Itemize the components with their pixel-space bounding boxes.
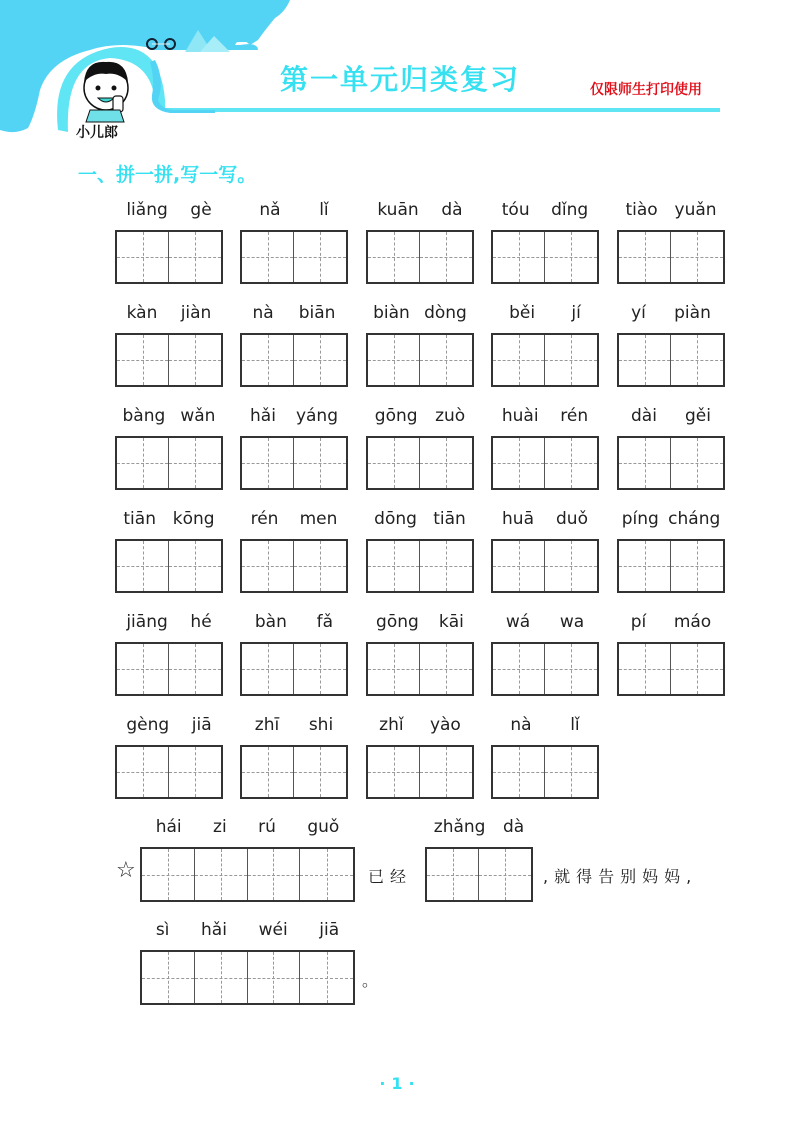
- pinyin-syllable: hé: [190, 612, 212, 632]
- writing-grid[interactable]: [491, 539, 599, 593]
- pinyin-syllable: zhǎng: [433, 817, 486, 837]
- pinyin-syllable: hǎi: [250, 406, 276, 426]
- word-exercise: [617, 303, 725, 327]
- writing-cell[interactable]: [368, 335, 420, 385]
- word-exercise: [115, 715, 223, 739]
- writing-grid[interactable]: [115, 436, 223, 490]
- writing-cell[interactable]: [420, 541, 472, 591]
- pinyin-prompt: [617, 509, 725, 533]
- pinyin-syllable: jiàn: [180, 303, 212, 323]
- pinyin-prompt: [240, 200, 348, 224]
- word-exercise: [491, 715, 599, 739]
- pinyin-syllable: dōng: [374, 509, 417, 529]
- pinyin-syllable: bàng: [122, 406, 166, 426]
- pinyin-prompt: [366, 406, 474, 430]
- unit-title: 第一单元归类复习: [279, 63, 520, 96]
- word-exercise: [115, 509, 223, 533]
- pinyin-syllable: máo: [673, 612, 712, 632]
- writing-grid[interactable]: [366, 436, 474, 490]
- writing-grid[interactable]: [617, 539, 725, 593]
- pinyin-syllable: yáng: [295, 406, 338, 426]
- writing-cell[interactable]: [545, 644, 597, 694]
- pinyin-syllable: gěi: [684, 406, 711, 426]
- writing-cell[interactable]: [294, 335, 346, 385]
- writing-cell[interactable]: [671, 644, 723, 694]
- writing-cell[interactable]: [545, 747, 597, 797]
- writing-grid[interactable]: [366, 333, 474, 387]
- writing-grid[interactable]: [491, 642, 599, 696]
- pinyin-syllable: zhī: [254, 715, 280, 735]
- writing-cell[interactable]: [117, 747, 169, 797]
- writing-cell[interactable]: [671, 232, 723, 282]
- pinyin-prompt: [115, 406, 223, 430]
- pinyin-syllable: kāi: [438, 612, 464, 632]
- pinyin-syllable: piàn: [674, 303, 711, 323]
- pinyin-prompt: [240, 612, 348, 636]
- word-exercise: [366, 612, 474, 636]
- pinyin-syllable: tiào: [625, 200, 658, 220]
- pinyin-syllable: bàn: [254, 612, 287, 632]
- writing-cell[interactable]: [420, 232, 472, 282]
- writing-grid-sentence-2[interactable]: [425, 847, 533, 902]
- pinyin-syllable: dòng: [424, 303, 467, 323]
- word-exercise: [115, 612, 223, 636]
- writing-cell[interactable]: [294, 438, 346, 488]
- writing-cell[interactable]: [619, 335, 671, 385]
- writing-cell[interactable]: [169, 644, 221, 694]
- word-exercise: [115, 200, 223, 224]
- pinyin-syllable: tiān: [123, 509, 156, 529]
- writing-grid[interactable]: [240, 333, 348, 387]
- writing-cell[interactable]: [169, 232, 221, 282]
- writing-cell[interactable]: [368, 541, 420, 591]
- writing-cell[interactable]: [248, 849, 301, 900]
- pinyin-prompt: [617, 303, 725, 327]
- writing-grid[interactable]: [617, 230, 725, 284]
- writing-grid[interactable]: [366, 539, 474, 593]
- writing-grid-sentence-3[interactable]: [140, 950, 355, 1005]
- writing-cell[interactable]: [671, 438, 723, 488]
- writing-cell[interactable]: [420, 747, 472, 797]
- writing-cell[interactable]: [195, 849, 248, 900]
- pinyin-prompt: [240, 406, 348, 430]
- pinyin-prompt: [491, 715, 599, 739]
- writing-grid[interactable]: [617, 642, 725, 696]
- pinyin-prompt: [366, 303, 474, 327]
- sentence-pinyin-1: [140, 817, 355, 837]
- writing-grid[interactable]: [240, 436, 348, 490]
- pinyin-syllable: wéi: [258, 920, 288, 940]
- word-exercise: [240, 715, 348, 739]
- pinyin-syllable: dǐng: [551, 200, 589, 220]
- pinyin-syllable: zuò: [435, 406, 466, 426]
- writing-cell[interactable]: [493, 438, 545, 488]
- pinyin-syllable: liǎng: [126, 200, 168, 220]
- sentence-text-1: 已经: [368, 867, 413, 886]
- pinyin-syllable: zhǐ: [379, 715, 404, 735]
- word-exercise: [366, 406, 474, 430]
- pinyin-prompt: [115, 612, 223, 636]
- pinyin-prompt: [115, 715, 223, 739]
- writing-grid[interactable]: [115, 230, 223, 284]
- pinyin-syllable: zi: [213, 817, 227, 837]
- pinyin-prompt: [366, 509, 474, 533]
- pinyin-syllable: dài: [631, 406, 657, 426]
- word-exercise: [491, 612, 599, 636]
- pinyin-syllable: biàn: [373, 303, 410, 323]
- word-exercise: [240, 509, 348, 533]
- pinyin-prompt: [115, 509, 223, 533]
- pinyin-prompt: [366, 612, 474, 636]
- writing-cell[interactable]: [294, 747, 346, 797]
- writing-grid[interactable]: [366, 642, 474, 696]
- pinyin-prompt: [491, 612, 599, 636]
- sentence-pinyin-3: [140, 920, 355, 940]
- word-exercise: [240, 200, 348, 224]
- sentence-pinyin-2: [425, 817, 533, 837]
- word-exercise: [240, 303, 348, 327]
- pinyin-syllable: jiā: [319, 920, 340, 940]
- writing-grid[interactable]: [366, 745, 474, 799]
- pinyin-syllable: sì: [155, 920, 170, 940]
- writing-cell[interactable]: [368, 438, 420, 488]
- pinyin-syllable: yào: [429, 715, 461, 735]
- writing-cell[interactable]: [368, 232, 420, 282]
- pinyin-syllable: guǒ: [307, 817, 340, 837]
- pinyin-syllable: nǎ: [259, 200, 281, 220]
- pinyin-syllable: yuǎn: [674, 200, 717, 220]
- writing-cell[interactable]: [545, 541, 597, 591]
- writing-cell[interactable]: [368, 747, 420, 797]
- pinyin-syllable: lǐ: [570, 715, 580, 735]
- writing-cell[interactable]: [619, 438, 671, 488]
- pinyin-prompt: [240, 303, 348, 327]
- pinyin-prompt: [240, 715, 348, 739]
- writing-grid[interactable]: [240, 642, 348, 696]
- writing-cell[interactable]: [117, 541, 169, 591]
- writing-cell[interactable]: [493, 335, 545, 385]
- writing-grid[interactable]: [491, 333, 599, 387]
- writing-cell[interactable]: [242, 232, 294, 282]
- word-exercise: [366, 509, 474, 533]
- writing-grid[interactable]: [491, 230, 599, 284]
- writing-cell[interactable]: [545, 335, 597, 385]
- pinyin-syllable: kōng: [172, 509, 215, 529]
- pinyin-prompt: [617, 200, 725, 224]
- writing-grid[interactable]: [115, 333, 223, 387]
- writing-cell[interactable]: [242, 335, 294, 385]
- pinyin-syllable: běi: [509, 303, 536, 323]
- pinyin-prompt: [491, 303, 599, 327]
- word-exercise: [366, 715, 474, 739]
- writing-grid[interactable]: [115, 642, 223, 696]
- word-exercise: [240, 406, 348, 430]
- writing-cell[interactable]: [169, 747, 221, 797]
- section-heading: 一、拼一拼,写一写。: [78, 164, 257, 186]
- writing-cell[interactable]: [242, 747, 294, 797]
- word-exercise: [491, 200, 599, 224]
- pinyin-syllable: gè: [190, 200, 212, 220]
- pinyin-prompt: [491, 200, 599, 224]
- pinyin-syllable: rú: [258, 817, 276, 837]
- pinyin-prompt: [617, 612, 725, 636]
- pinyin-syllable: nà: [252, 303, 274, 323]
- writing-grid[interactable]: [240, 539, 348, 593]
- pinyin-prompt: [617, 406, 725, 430]
- word-exercise: [366, 200, 474, 224]
- pinyin-syllable: kàn: [126, 303, 158, 323]
- writing-cell[interactable]: [300, 952, 353, 1003]
- writing-cell[interactable]: [493, 232, 545, 282]
- pinyin-syllable: huā: [502, 509, 534, 529]
- writing-cell[interactable]: [294, 232, 346, 282]
- writing-grid[interactable]: [240, 230, 348, 284]
- pinyin-syllable: duǒ: [556, 509, 588, 529]
- writing-cell[interactable]: [169, 335, 221, 385]
- pinyin-syllable: lǐ: [319, 200, 329, 220]
- writing-cell[interactable]: [294, 644, 346, 694]
- pinyin-syllable: shi: [308, 715, 334, 735]
- writing-grid[interactable]: [366, 230, 474, 284]
- writing-cell[interactable]: [493, 747, 545, 797]
- pinyin-syllable: men: [299, 509, 338, 529]
- writing-grid[interactable]: [491, 436, 599, 490]
- writing-cell[interactable]: [420, 438, 472, 488]
- pinyin-syllable: tóu: [501, 200, 530, 220]
- writing-cell[interactable]: [242, 644, 294, 694]
- pinyin-prompt: [491, 406, 599, 430]
- writing-cell[interactable]: [619, 644, 671, 694]
- pinyin-syllable: rén: [560, 406, 589, 426]
- writing-cell[interactable]: [619, 541, 671, 591]
- writing-grid[interactable]: [617, 436, 725, 490]
- pinyin-syllable: kuān: [377, 200, 419, 220]
- writing-cell[interactable]: [117, 335, 169, 385]
- word-exercise: [491, 303, 599, 327]
- pinyin-syllable: wǎn: [180, 406, 216, 426]
- pinyin-prompt: [366, 200, 474, 224]
- word-exercise: [240, 612, 348, 636]
- pinyin-prompt: [115, 200, 223, 224]
- pinyin-syllable: yí: [631, 303, 646, 323]
- word-exercise: [617, 200, 725, 224]
- restriction-note: 仅限师生打印使用: [590, 82, 702, 98]
- writing-cell[interactable]: [493, 644, 545, 694]
- pinyin-prompt: [115, 303, 223, 327]
- word-exercise: [115, 303, 223, 327]
- pinyin-syllable: gèng: [126, 715, 170, 735]
- pinyin-prompt: [491, 509, 599, 533]
- pinyin-syllable: hái: [155, 817, 182, 837]
- writing-grid-sentence-1[interactable]: [140, 847, 355, 902]
- mascot-label: 小儿郎: [76, 125, 118, 141]
- writing-cell[interactable]: [294, 541, 346, 591]
- pinyin-syllable: jiā: [191, 715, 212, 735]
- page-number: ·1·: [379, 1074, 421, 1093]
- pinyin-syllable: dà: [441, 200, 463, 220]
- pinyin-syllable: nà: [510, 715, 532, 735]
- writing-cell[interactable]: [427, 849, 479, 900]
- writing-cell[interactable]: [169, 438, 221, 488]
- word-exercise: [115, 406, 223, 430]
- writing-cell[interactable]: [619, 232, 671, 282]
- pinyin-syllable: rén: [250, 509, 279, 529]
- word-exercise: [617, 509, 725, 533]
- writing-cell[interactable]: [300, 849, 353, 900]
- word-exercise: [491, 509, 599, 533]
- writing-grid[interactable]: [491, 745, 599, 799]
- writing-cell[interactable]: [368, 644, 420, 694]
- writing-grid[interactable]: [115, 539, 223, 593]
- pinyin-syllable: huài: [501, 406, 539, 426]
- pinyin-syllable: cháng: [668, 509, 721, 529]
- pinyin-syllable: dà: [503, 817, 525, 837]
- pinyin-syllable: gōng: [374, 406, 418, 426]
- writing-cell[interactable]: [479, 849, 531, 900]
- writing-cell[interactable]: [671, 541, 723, 591]
- writing-cell[interactable]: [142, 849, 195, 900]
- writing-cell[interactable]: [545, 438, 597, 488]
- writing-cell[interactable]: [493, 541, 545, 591]
- word-exercise: [491, 406, 599, 430]
- star-icon: ☆: [116, 858, 136, 883]
- writing-cell[interactable]: [117, 438, 169, 488]
- writing-grid[interactable]: [240, 745, 348, 799]
- pinyin-prompt: [240, 509, 348, 533]
- writing-cell[interactable]: [117, 644, 169, 694]
- writing-cell[interactable]: [671, 335, 723, 385]
- writing-cell[interactable]: [242, 438, 294, 488]
- pinyin-syllable: gōng: [376, 612, 419, 632]
- writing-grid[interactable]: [115, 745, 223, 799]
- pinyin-syllable: píng: [621, 509, 659, 529]
- writing-cell[interactable]: [142, 952, 195, 1003]
- pinyin-syllable: jí: [571, 303, 581, 323]
- word-exercise: [617, 406, 725, 430]
- pinyin-syllable: tiān: [433, 509, 466, 529]
- sentence-text-3: 。: [362, 971, 385, 990]
- writing-cell[interactable]: [420, 335, 472, 385]
- pinyin-syllable: jiāng: [126, 612, 168, 632]
- pinyin-syllable: wa: [559, 612, 585, 632]
- writing-cell[interactable]: [195, 952, 248, 1003]
- pinyin-prompt: [366, 715, 474, 739]
- pinyin-syllable: hǎi: [201, 920, 227, 940]
- writing-cell[interactable]: [117, 232, 169, 282]
- pinyin-syllable: pí: [630, 612, 647, 632]
- word-exercise: [366, 303, 474, 327]
- pinyin-syllable: wá: [505, 612, 531, 632]
- writing-cell[interactable]: [420, 644, 472, 694]
- pinyin-syllable: biān: [298, 303, 336, 323]
- writing-cell[interactable]: [545, 232, 597, 282]
- word-exercise: [617, 612, 725, 636]
- writing-cell[interactable]: [169, 541, 221, 591]
- writing-cell[interactable]: [242, 541, 294, 591]
- writing-cell[interactable]: [248, 952, 301, 1003]
- writing-grid[interactable]: [617, 333, 725, 387]
- sentence-text-2: ,就得告别妈妈,: [543, 867, 698, 886]
- pinyin-syllable: fǎ: [316, 612, 334, 632]
